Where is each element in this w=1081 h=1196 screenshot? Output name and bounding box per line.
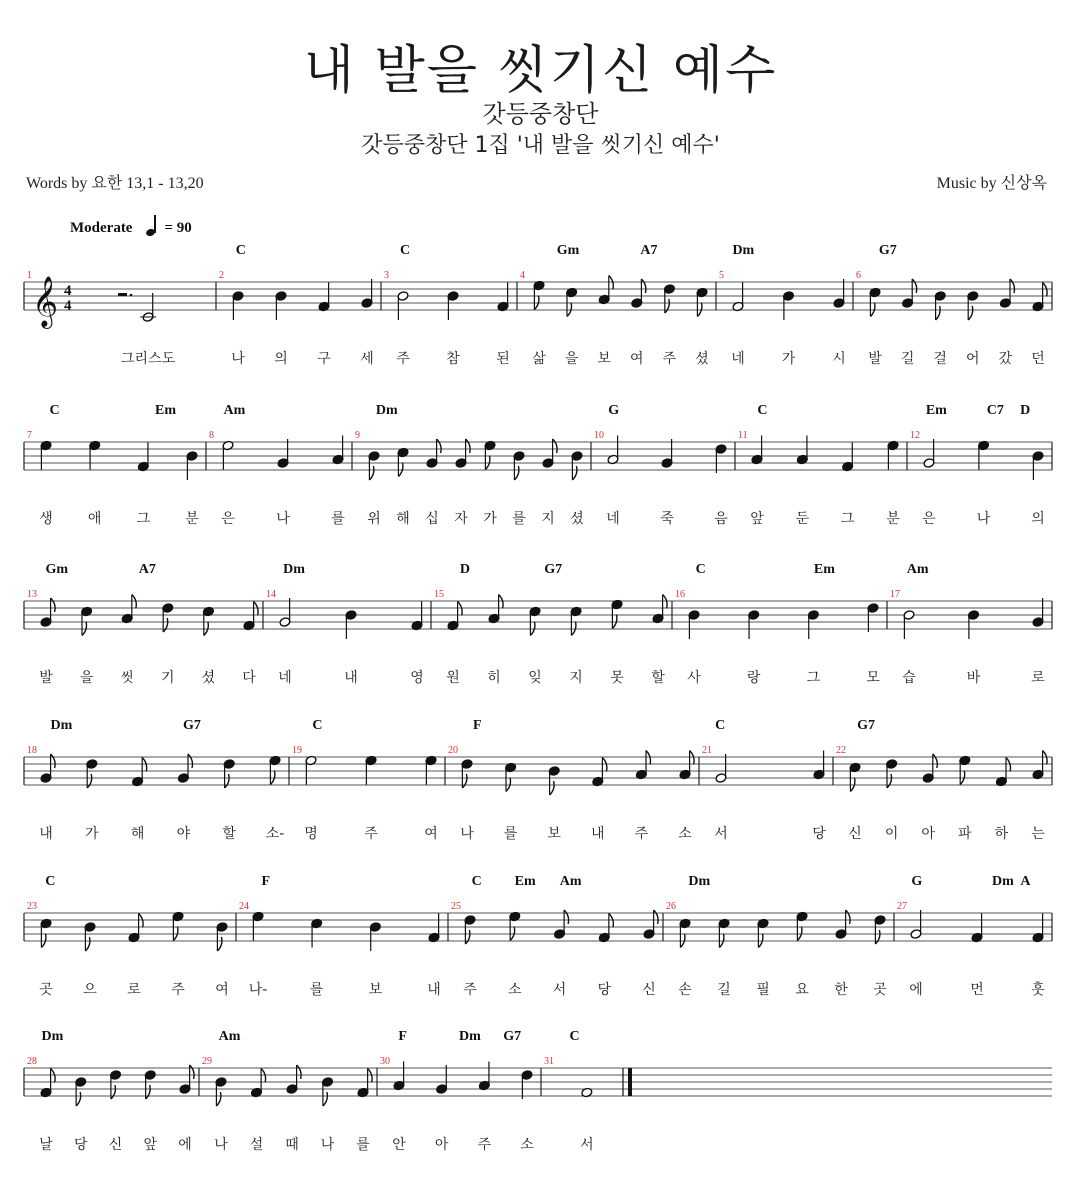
lyric-syllable: 죽 [660,511,674,527]
tempo-bpm: = 90 [164,220,192,236]
lyric-syllable: 내 [344,670,358,686]
measure-number: 18 [27,745,37,756]
note-flag [758,934,763,948]
lyric-syllable: 못 [610,670,624,686]
chord-symbol: Am [223,403,246,418]
lyric-syllable: 여 [215,982,229,998]
chord-symbol: G7 [183,718,201,733]
time-signature-top: 4 [64,283,72,299]
lyric-syllable: 나 [214,1137,228,1153]
chord-symbol: G7 [544,562,563,577]
measure-number: 9 [355,430,360,441]
lyric-syllable: 참 [446,351,460,367]
lyric-syllable: 길 [717,982,731,998]
note-flag [665,299,670,313]
measure-number: 21 [702,745,712,756]
lyric-syllable: 셨 [695,351,709,367]
measure-number: 10 [594,430,604,441]
lyric-syllable: 셨 [201,670,216,686]
measure-number: 5 [719,270,724,281]
measure-number: 13 [27,589,37,600]
note-flag [485,456,490,470]
lyric-syllable: 에 [909,982,923,998]
lyric-syllable: 한 [834,982,848,998]
lyric-syllable: 둔 [795,511,810,527]
note-flag [550,781,555,795]
treble-clef-icon: 𝄞 [32,276,59,327]
lyric-syllable: 네 [731,351,745,367]
note-flag [612,615,617,629]
chord-symbol: C [471,874,482,889]
note-flag [188,754,193,768]
note-flag [646,751,651,765]
note-flag [217,937,222,951]
note-flag [216,1092,221,1106]
lyric-syllable: 명 [304,826,318,842]
lyric-syllable: 그리스도 [121,351,176,367]
lyric-syllable: 안 [392,1137,406,1153]
chord-symbol: C [715,718,726,733]
lyric-syllable: 곳 [873,982,887,998]
measure-number: 12 [910,430,920,441]
chord-symbol: Em [813,562,835,577]
note-flag [51,1069,56,1083]
chord-symbol: Gm [556,243,580,258]
lyric-syllable: 보 [368,982,383,998]
measure-number: 3 [384,270,389,281]
lyric-syllable: 바 [966,670,981,686]
note-flag [204,622,209,636]
lyric-syllable: 어 [966,351,980,367]
lyric-syllable: 를 [503,826,518,842]
lyric-syllable: 그 [136,511,151,527]
lyric-syllable: 다 [242,670,256,686]
note-flag [142,758,147,772]
lyric-syllable: 를 [512,511,526,527]
note-flag [466,439,471,453]
chord-symbol: F [472,718,482,733]
lyric-syllable: 된 [496,351,510,367]
lyric-syllable: 서 [552,982,567,998]
lyric-syllable: 나 [231,351,245,367]
note-flag [85,937,90,951]
measure-number: 6 [856,270,861,281]
lyric-syllable: 소 [507,982,522,998]
lyric-syllable: 보 [547,826,561,842]
lyric-syllable: 야 [176,826,191,842]
chord-symbol: C [695,562,706,577]
note-flag [609,914,614,928]
note-flag [936,306,941,320]
chord-symbol: G7 [503,1029,522,1044]
chord-symbol: Dm [991,874,1014,889]
chord-symbol: Dm [41,1029,64,1044]
note-flag [933,754,938,768]
note-flag [173,927,178,941]
lyric-syllable: 날 [39,1137,53,1153]
measure-number: 23 [27,901,37,912]
lyric-syllable: 앞 [143,1137,158,1153]
lyric-syllable: 던 [1031,351,1045,367]
note-flag [571,622,576,636]
lyric-syllable: 시 [832,351,846,367]
lyric-syllable: 파 [958,826,972,842]
lyric-syllable: 하 [994,826,1009,842]
note-flag [506,778,511,792]
lyric-syllable: 씻 [120,670,134,686]
lyric-syllable: 곳 [39,982,53,998]
note-flag [875,930,880,944]
lyric-syllable: 네 [278,670,292,686]
lyric-syllable: 여 [424,826,438,842]
lyric-syllable: 를 [331,511,345,527]
note-flag [690,751,695,765]
lyric-syllable: 나- [248,982,268,998]
chord-symbol: C [400,243,411,258]
note-flag [641,279,646,293]
note-flag [602,758,607,772]
chord-symbol: Gm [45,562,69,577]
measure-number: 20 [448,745,458,756]
lyric-syllable: 내 [591,826,605,842]
lyric-syllable: 삶 [532,351,546,367]
lyric-syllable: 의 [1031,511,1045,527]
lyric-syllable: 주 [396,351,410,367]
lyric-syllable: 앞 [750,511,764,527]
note-flag [530,622,535,636]
lyric-syllable: 당 [73,1137,88,1153]
chord-symbol: Dm [459,1029,481,1044]
note-flag [499,595,504,609]
note-flag [465,930,470,944]
note-flag [270,771,275,785]
lyric-syllable: 신 [108,1137,123,1153]
chord-symbol: Dm [732,243,755,258]
measure-number: 31 [544,1056,554,1067]
note-flag [323,1092,328,1106]
note-flag [87,774,92,788]
measure-number: 22 [836,745,846,756]
lyric-syllable: 모 [866,670,880,686]
note-flag [567,303,572,317]
song-title: 내 발을 씻기신 예수 [303,41,778,101]
note-flag [564,910,569,924]
note-flag [190,1065,195,1079]
chord-symbol: Dm [283,562,305,577]
lyric-syllable: 주 [477,1137,492,1153]
lyric-syllable: 영 [410,670,424,686]
lyric-syllable: 서 [714,826,728,842]
note-flag [680,934,685,948]
lyric-syllable: 보 [597,351,611,367]
note-flag [462,774,467,788]
dot [130,294,133,297]
note-flag [225,774,230,788]
chord-symbol: D [459,562,471,577]
rest-icon [118,293,127,296]
lyric-syllable: 이 [884,826,899,842]
lyric-syllable: 해 [396,511,410,527]
note-flag [398,463,403,477]
lyric-syllable: 은 [922,511,936,527]
lyric-syllable: 주 [364,826,378,842]
lyric-syllable: 길 [900,351,915,367]
note-flag [163,618,168,632]
note-flag [369,466,374,480]
lyric-syllable: 해 [130,826,145,842]
chord-symbol: Dm [50,718,73,733]
lyric-syllable: 때 [285,1137,299,1153]
lyric-syllable: 발 [868,351,882,367]
lyric-syllable: 나 [276,511,290,527]
lyric-syllable: 을 [564,351,579,367]
lyric-syllable: 주 [634,826,649,842]
lyric-syllable: 지 [569,670,583,686]
lyric-syllable: 세 [360,351,374,367]
lyric-syllable: 할 [222,826,236,842]
chord-symbol: Dm [688,874,711,889]
measure-number: 4 [520,270,525,281]
lyric-syllable: 내 [427,982,441,998]
chord-symbol: G7 [878,243,897,258]
note-flag [663,595,668,609]
measure-number: 27 [897,901,907,912]
chord-symbol: C [45,874,56,889]
lyric-syllable: 당 [812,826,826,842]
note-flag [534,296,539,310]
measure-number: 19 [292,745,302,756]
measure-number: 30 [380,1056,390,1067]
chord-symbol: F [261,874,271,889]
lyric-syllable: 원 [446,670,460,686]
chord-symbol: Am [218,1029,241,1044]
note-flag [870,303,875,317]
measure-number: 24 [239,901,249,912]
measure-number: 8 [209,430,214,441]
lyric-syllable: 나 [976,511,991,527]
lyric-syllable: 필 [756,982,770,998]
tempo-label: Moderate [70,220,133,236]
lyric-syllable: 는 [1031,826,1045,842]
lyric-syllable: 로 [1031,670,1045,686]
note-flag [139,914,144,928]
lyric-syllable: 주 [463,982,477,998]
lyric-syllable: 먼 [970,982,984,998]
chord-symbol: Em [925,403,947,418]
measure-number: 29 [202,1056,212,1067]
lyric-syllable: 당 [597,982,612,998]
note-flag [76,1092,81,1106]
lyric-syllable: 셨 [570,511,584,527]
note-flag [261,1069,266,1083]
measure-number: 2 [219,270,224,281]
lyric-syllable: 소- [265,826,285,842]
measure-number: 25 [451,901,461,912]
lyric-syllable: 신 [848,826,862,842]
album-title: 갓등중창단 1집 '내 발을 씻기신 예수' [361,133,720,158]
chord-symbol: Dm [375,403,398,418]
lyric-syllable: 을 [79,670,94,686]
chord-symbol: C [569,1029,580,1044]
note-flag [697,303,702,317]
chord-symbol: C [757,403,768,418]
chord-symbol: Am [559,874,582,889]
note-flag [1043,751,1048,765]
measure-number: 16 [675,589,685,600]
lyric-syllable: 가 [85,826,99,842]
note-flag [51,754,56,768]
lyric-syllable: 분 [185,511,199,527]
lyric-syllable: 구 [317,351,331,367]
lyric-syllable: 를 [309,982,324,998]
measure-number: 11 [738,430,748,441]
lyric-syllable: 서 [580,1137,594,1153]
words-credit: Words by 요한 13,1 - 13,20 [26,175,204,192]
note-flag [146,1085,151,1099]
lyric-syllable: 지 [541,511,555,527]
lyric-syllable: 훗 [1031,982,1045,998]
lyric-syllable: 아 [921,826,935,842]
lyric-syllable: 은 [221,511,235,527]
time-signature-bottom: 4 [64,298,72,314]
lyric-syllable: 나 [460,826,474,842]
note-flag [609,276,614,290]
measure-number: 26 [666,901,676,912]
lyric-syllable: 의 [274,351,288,367]
lyric-syllable: 으 [83,982,97,998]
chord-symbol: G [911,874,923,889]
lyric-syllable: 소 [678,826,692,842]
chord-symbol: C [312,718,323,733]
lyric-syllable: 에 [178,1137,192,1153]
lyric-syllable: 여 [630,351,644,367]
note-flag [111,1085,116,1099]
lyric-syllable: 내 [39,826,53,842]
note-flag [960,771,965,785]
measure-number: 17 [890,589,900,600]
note-flag [572,466,577,480]
chord-symbol: G [608,403,620,418]
note-flag [514,466,519,480]
note-flag [1010,279,1015,293]
lyric-syllable: 할 [651,670,665,686]
lyric-syllable: 신 [642,982,656,998]
lyric-syllable: 나 [320,1137,335,1153]
note-flag [654,910,659,924]
note-flag [887,774,892,788]
lyric-syllable: 갔 [998,351,1013,367]
measure-number: 15 [434,589,444,600]
note-flag [458,602,463,616]
note-flag [41,934,46,948]
measure-number: 1 [27,270,32,281]
note-flag [510,927,515,941]
chord-symbol: Am [906,562,929,577]
lyric-syllable: 랑 [746,670,761,686]
lyric-syllable: 아 [434,1137,449,1153]
note-flag [132,595,137,609]
note-flag [912,279,917,293]
lyric-syllable: 히 [487,670,501,686]
note-flag [51,598,56,612]
lyric-syllable: 그 [806,670,821,686]
lyric-syllable: 분 [886,511,900,527]
note-flag [797,927,802,941]
lyric-syllable: 애 [87,511,102,527]
lyric-syllable: 가 [781,351,796,367]
measure-number: 7 [27,430,32,441]
chord-symbol: A7 [640,243,658,258]
music-credit: Music by 신상옥 [936,175,1047,192]
lyric-syllable: 손 [678,982,692,998]
note-flag [368,1069,373,1083]
chord-symbol: F [398,1029,407,1044]
chord-symbol: C7 [986,403,1004,418]
lyric-syllable: 설 [249,1137,264,1153]
note-flag [437,439,442,453]
lyric-syllable: 소 [520,1137,534,1153]
lyric-syllable: 요 [795,982,809,998]
lyric-syllable: 습 [902,670,916,686]
note-flag [846,910,851,924]
lyric-syllable: 기 [161,670,175,686]
lyric-syllable: 를 [356,1137,370,1153]
chord-symbol: A7 [138,562,156,577]
note-flag [297,1065,302,1079]
measure-number: 28 [27,1056,37,1067]
note-flag [850,778,855,792]
chord-symbol: D [1020,403,1031,418]
lyric-syllable: 사 [687,670,701,686]
lyric-syllable: 걸 [933,351,947,367]
lyric-syllable: 위 [367,511,381,527]
chord-symbol: Em [514,874,536,889]
lyric-syllable: 잊 [528,670,542,686]
lyric-syllable: 십 [425,511,439,527]
chord-symbol: Em [155,403,177,418]
note-flag [968,306,973,320]
lyric-syllable: 주 [662,351,677,367]
lyric-syllable: 발 [39,670,53,686]
lyric-syllable: 생 [39,511,53,527]
lyric-syllable: 가 [483,511,497,527]
lyric-syllable: 로 [127,982,141,998]
note-flag [553,439,558,453]
song-subtitle: 갓등중창단 [482,100,599,128]
lyric-syllable: 주 [171,982,185,998]
chord-symbol: G7 [857,718,875,733]
lyric-syllable: 네 [606,511,620,527]
chord-symbol: C [49,403,60,418]
note-flag [719,934,724,948]
chord-symbol: C [235,243,246,258]
note-flag [1006,758,1011,772]
chord-symbol: A [1020,874,1031,889]
measure-number: 14 [266,589,276,600]
note-flag [1043,283,1048,297]
note-flag [82,622,87,636]
note-flag [254,602,259,616]
lyric-syllable: 그 [840,511,855,527]
lyric-syllable: 음 [714,511,728,527]
lyric-syllable: 자 [454,511,468,527]
